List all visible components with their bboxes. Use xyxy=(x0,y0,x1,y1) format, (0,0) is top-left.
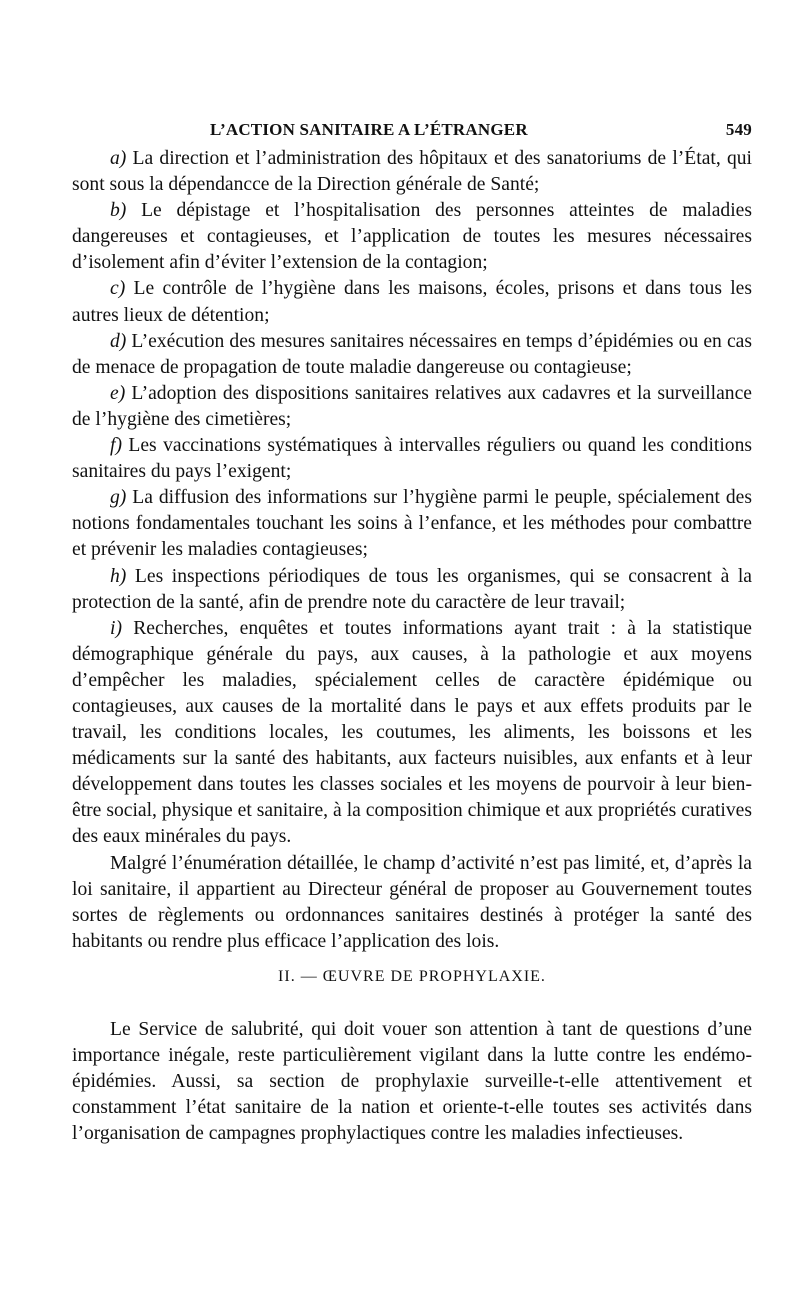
item-text: Les inspections périodiques de tous les organismes, qui se consacrent à la protection de la santé, afin de prendre note du caractère de leur travail; xyxy=(72,565,752,613)
item-letter: i) xyxy=(110,617,122,639)
list-item-b xyxy=(72,198,752,276)
item-letter: c) xyxy=(110,278,126,300)
item-letter: d) xyxy=(110,330,127,352)
list-item-g xyxy=(72,485,752,563)
item-letter: f) xyxy=(110,435,122,457)
item-letter: a) xyxy=(110,148,127,169)
book-page xyxy=(72,114,752,1147)
item-text: L’exécution des mesures sanitaires nécessaires en temps d’épidémies ou en cas de menace de propagation de toute maladie dangereuse ou contagieuse; xyxy=(72,330,752,378)
item-text: Le dépistage et l’hospitalisation des personnes atteintes de maladies dangereuses et contagieuses, et l’application de toutes les mesures nécessaires d’isolement afin d’éviter l’extension de la contagion; xyxy=(72,200,752,274)
section-heading: II. — ŒUVRE DE PROPHYLAXIE. xyxy=(278,967,546,985)
item-letter: e) xyxy=(110,382,126,404)
running-title: L’ACTION SANITAIRE A L’ÉTRANGER xyxy=(210,120,528,139)
running-header xyxy=(72,114,752,146)
item-text: Recherches, enquêtes et toutes informations ayant trait : à la statistique démographique générale du pays, aux causes, à la pathologie et aux moyens d’empêcher les maladies, spécialement celles de caractère épidémique ou contagieuses, aux causes de la mortalité dans le pays et aux effets produits par le travail, les conditions locales, les coutumes, les aliments, les boissons et les médicaments sur la santé des habitants, aux facteurs nuisibles, aux enfants et à leur développement dans toutes les classes sociales et les moyens de pourvoir à leur bien-être social, physique et sanitaire, à la composition chimique et aux propriétés curatives des eaux minérales du pays. xyxy=(72,617,752,848)
paragraph-after-list: Malgré l’énumération détaillée, le champ d’activité n’est pas limité, et, d’après la loi sanitaire, il appartient au Directeur général de proposer au Gouvernement toutes sortes de règlements ou ordonnances sanitaires destinés à protéger la santé des habitants ou rendre plus efficace l’application des lois. xyxy=(72,852,752,952)
section-paragraph: Le Service de salubrité, qui doit vouer son attention à tant de questions d’une importance inégale, reste particulièrement vigilant dans la lutte contre les endémo-épidémies. Aussi, sa section de prophylaxie surveille-t-elle attentivement et constamment l’état sanitaire de la nation et oriente-t-elle toutes ses activités dans l’organisation de campagnes prophylactiques contre les maladies infectieuses. xyxy=(72,1019,752,1145)
page-number: 549 xyxy=(725,120,752,139)
list-item-i xyxy=(72,616,752,851)
item-letter: h) xyxy=(110,565,127,587)
item-text: La diffusion des informations sur l’hygiène parmi le peuple, spécialement des notions fondamentales touchant les soins à l’enfance, et les méthodes pour combattre et prévenir les maladies contagieuses; xyxy=(72,487,752,561)
list-item-c xyxy=(72,276,752,328)
list-item-d xyxy=(72,329,752,381)
list-item-f xyxy=(72,433,752,485)
list-item-h xyxy=(72,564,752,616)
list-item-e xyxy=(72,381,752,433)
item-letter: b) xyxy=(110,200,127,222)
item-text: Les vaccinations systématiques à intervalles réguliers ou quand les conditions sanitaires du pays l’exigent; xyxy=(72,435,752,483)
item-letter: g) xyxy=(110,487,127,509)
item-text: L’adoption des dispositions sanitaires relatives aux cadavres et la surveillance de l’hygiène des cimetières; xyxy=(72,382,752,430)
list-item-a xyxy=(72,146,752,198)
body-text xyxy=(72,146,752,1147)
item-text: La direction et l’administration des hôpitaux et des sanatoriums de l’État, qui sont sous la dépendancce de la Direction générale de Santé; xyxy=(72,148,752,196)
item-text: Le contrôle de l’hygiène dans les maisons, écoles, prisons et dans tous les autres lieux de détention; xyxy=(72,278,752,326)
